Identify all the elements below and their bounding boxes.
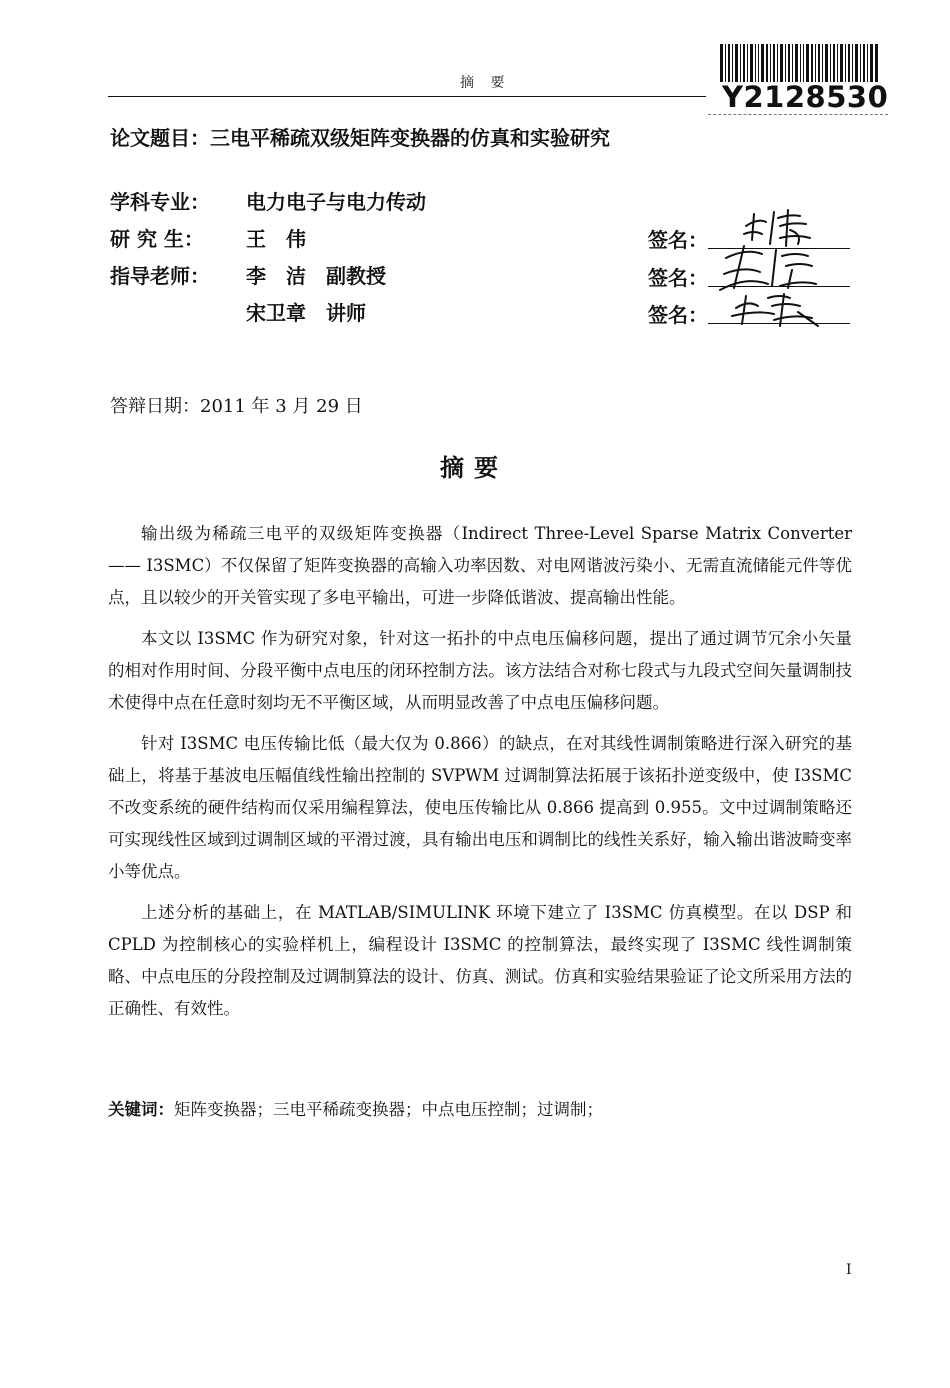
keywords [108, 1096, 603, 1120]
running-header: 摘 要 [460, 75, 511, 91]
title-label: 论文题目： [110, 126, 210, 150]
page-number: I [846, 1262, 852, 1278]
paragraph: 本文以 I3SMC 作为研究对象，针对这一拓扑的中点电压偏移问题，提出了通过调节冗余小矢量的相对作用时间、分段平衡中点电压的闭环控制方法。该方法结合对称七段式与九段式空间矢量调制技术使得中点在任意时刻均无不平衡区域，从而明显改善了中点电压偏移问题。 [108, 629, 852, 712]
major-value: 电力电子与电力传动 [246, 190, 426, 214]
major-label: 学科专业： [110, 190, 210, 214]
paragraph: 针对 I3SMC 电压传输比低（最大仅为 0.866）的缺点，在对其线性调制策略进行深入研究的基础上，将基于基波电压幅值线性输出控制的 SVPWM 过调制算法拓展于该拓扑逆变级中，使 I3SMC 不改变系统的硬件结构而仅采用编程算法，使电压传输比从 0.866 提高到 0.955。文中过调制策略还可实现线性区域到过调制区域的平滑过渡，具有输出电压和调制比的线性关系好，输入输出谐波畸变率小等优点。 [108, 734, 852, 881]
paragraph: 输出级为稀疏三电平的双级矩阵变换器（Indirect Three-Level Sparse Matrix Converter —— I3SMC）不仅保留了矩阵变换器的高输入功率因数、对电网谐波污染小、无需直流储能元件等优点，且以较少的开关管实现了多电平输出，可进一步降低谐波、提高输出性能。 [108, 524, 852, 607]
keywords-label: 关键词： [108, 1100, 174, 1119]
defense-date: 答辩日期：2011 年 3 月 29 日 [110, 396, 363, 417]
advisor2-value: 宋卫章 讲师 [246, 301, 366, 325]
keywords-text: 矩阵变换器；三电平稀疏变换器；中点电压控制；过调制； [174, 1100, 603, 1119]
advisor-label: 指导老师： [110, 264, 210, 288]
abstract-body [108, 518, 852, 1034]
barcode-icon [720, 44, 878, 82]
student-label: 研 究 生： [110, 227, 204, 251]
barcode-id: Y2128530 [722, 80, 889, 114]
advisor1-value: 李 洁 副教授 [246, 264, 386, 288]
title-text: 三电平稀疏双级矩阵变换器的仿真和实验研究 [210, 126, 610, 150]
thesis-title [110, 122, 610, 151]
advisor2-sign-label: 签名： [648, 303, 708, 327]
abstract-heading: 摘要 [440, 454, 508, 482]
advisor2-signature-icon [728, 286, 828, 330]
paragraph: 上述分析的基础上，在 MATLAB/SIMULINK 环境下建立了 I3SMC 仿真模型。在以 DSP 和 CPLD 为控制核心的实验样机上，编程设计 I3SMC 的控制算法，最终实现了 I3SMC 线性调制策略、中点电压的分段控制及过调制算法的设计、仿真、测试。仿真和实验结果验证了论文所采用方法的正确性、有效性。 [108, 903, 852, 1018]
student-sign-label: 签名： [648, 228, 708, 252]
dashed-divider [708, 114, 888, 115]
student-value: 王 伟 [246, 227, 306, 251]
header-rule [108, 96, 706, 97]
advisor1-sign-label: 签名： [648, 266, 708, 290]
